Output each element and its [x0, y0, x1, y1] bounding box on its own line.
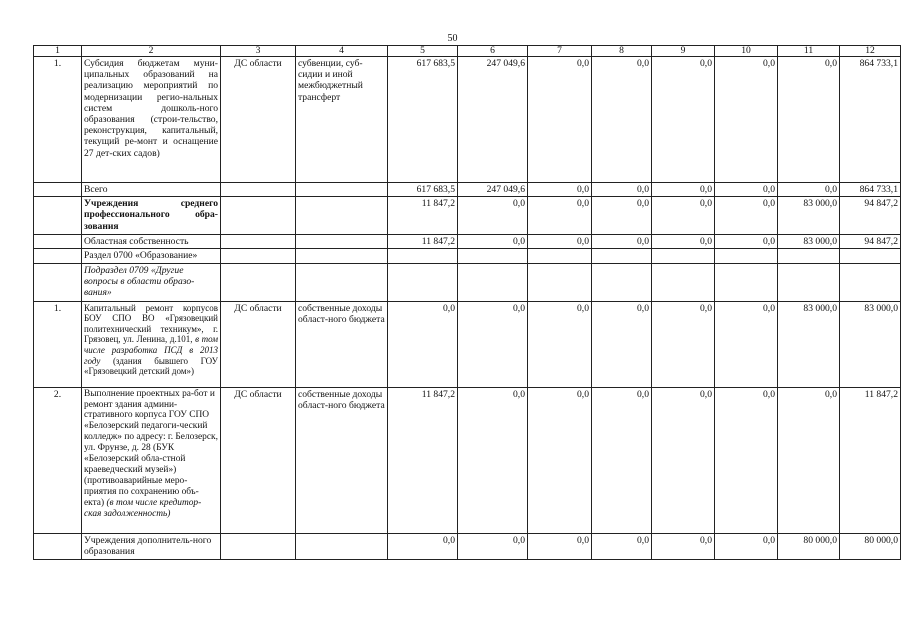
column-number: 10 [715, 46, 778, 57]
subsection-row [34, 263, 901, 301]
value-cell: 80 000,0 [778, 533, 840, 559]
value-cell: 11 847,2 [388, 235, 458, 249]
row-name: Учреждения дополнитель-ного образования [82, 533, 221, 559]
column-number: 8 [592, 46, 652, 57]
value-cell: 11 847,2 [388, 197, 458, 235]
value-cell: 94 847,2 [840, 235, 901, 249]
value-cell: 0,0 [528, 197, 592, 235]
row-name [82, 301, 221, 387]
section-row [34, 249, 901, 263]
value-cell: 864 733,1 [840, 57, 901, 183]
table-row [34, 57, 901, 183]
row-name: Областная собственность [82, 235, 221, 249]
funding-source: ДС области [221, 387, 296, 533]
funding-type [296, 235, 388, 249]
row-name-text: Выполнение проектных ра-бот и ремонт здания админи-стративного корпуса ГОУ СПО «Белозерский педагоги-ческий колледж» по адресу: г. Белозерск, ул. Фрунзе, д. 28 (БУК «Белозерский обла-стной краеведческий музей») (противоаварийные меро-приятия по сохранению объ-екта) [84, 388, 218, 508]
table-row [34, 533, 901, 559]
funding-source: ДС области [221, 301, 296, 387]
value-cell: 0,0 [528, 183, 592, 197]
value-cell: 0,0 [715, 301, 778, 387]
value-cell: 0,0 [778, 387, 840, 533]
section-title: Раздел 0700 «Образование» [82, 249, 221, 263]
value-cell: 0,0 [652, 533, 715, 559]
funding-type: собственные доходы област-ного бюджета [296, 301, 388, 387]
column-number: 9 [652, 46, 715, 57]
row-index: 1. [34, 301, 82, 387]
value-cell: 0,0 [715, 57, 778, 183]
value-cell: 247 049,6 [458, 57, 528, 183]
value-cell: 0,0 [652, 57, 715, 183]
value-cell: 0,0 [715, 235, 778, 249]
funding-type [296, 533, 388, 559]
value-cell: 0,0 [652, 183, 715, 197]
table-row [34, 183, 901, 197]
value-cell: 0,0 [715, 183, 778, 197]
value-cell: 864 733,1 [840, 183, 901, 197]
budget-table [33, 45, 901, 560]
table-row [34, 387, 901, 533]
value-cell: 0,0 [528, 387, 592, 533]
funding-type [296, 197, 388, 235]
value-cell: 0,0 [458, 387, 528, 533]
funding-source [221, 197, 296, 235]
column-number: 6 [458, 46, 528, 57]
table-row [34, 235, 901, 249]
row-index [34, 183, 82, 197]
value-cell: 0,0 [528, 235, 592, 249]
value-cell: 0,0 [528, 57, 592, 183]
value-cell: 0,0 [592, 235, 652, 249]
row-name-italic: (в том числе кредитор-ская задолженность) [84, 497, 202, 519]
row-index [34, 235, 82, 249]
value-cell: 0,0 [388, 301, 458, 387]
value-cell: 247 049,6 [458, 183, 528, 197]
funding-type: собственные доходы област-ного бюджета [296, 387, 388, 533]
value-cell: 0,0 [458, 533, 528, 559]
row-name: Всего [82, 183, 221, 197]
value-cell: 617 683,5 [388, 183, 458, 197]
value-cell: 0,0 [592, 533, 652, 559]
column-number: 5 [388, 46, 458, 57]
value-cell: 0,0 [778, 183, 840, 197]
value-cell: 0,0 [592, 387, 652, 533]
value-cell: 83 000,0 [840, 301, 901, 387]
funding-source [221, 533, 296, 559]
table-row [34, 197, 901, 235]
value-cell: 0,0 [458, 301, 528, 387]
column-number: 7 [528, 46, 592, 57]
value-cell: 0,0 [652, 235, 715, 249]
row-index [34, 533, 82, 559]
value-cell: 0,0 [652, 301, 715, 387]
value-cell: 617 683,5 [388, 57, 458, 183]
value-cell: 0,0 [528, 533, 592, 559]
value-cell: 11 847,2 [388, 387, 458, 533]
value-cell: 0,0 [388, 533, 458, 559]
row-index: 1. [34, 57, 82, 183]
value-cell: 0,0 [528, 301, 592, 387]
column-number: 4 [296, 46, 388, 57]
value-cell: 0,0 [592, 301, 652, 387]
value-cell: 0,0 [715, 197, 778, 235]
value-cell: 80 000,0 [840, 533, 901, 559]
column-number: 11 [778, 46, 840, 57]
value-cell: 0,0 [778, 57, 840, 183]
value-cell: 0,0 [592, 57, 652, 183]
value-cell: 0,0 [715, 387, 778, 533]
value-cell: 11 847,2 [840, 387, 901, 533]
row-name: Учреждения среднего профессионального обра-зования [82, 197, 221, 235]
column-number: 1 [34, 46, 82, 57]
column-number: 2 [82, 46, 221, 57]
value-cell: 83 000,0 [778, 197, 840, 235]
column-number: 3 [221, 46, 296, 57]
subsection-title: Подраздел 0709 «Другие вопросы в области образо-вания» [82, 263, 221, 301]
funding-type [296, 183, 388, 197]
value-cell: 0,0 [592, 197, 652, 235]
value-cell: 0,0 [458, 197, 528, 235]
row-name [82, 387, 221, 533]
value-cell: 0,0 [458, 235, 528, 249]
column-number-row [34, 46, 901, 57]
table-row [34, 301, 901, 387]
row-name-italic: в том числе разработка ПСД в 2013 году [84, 334, 218, 366]
funding-source [221, 183, 296, 197]
row-name-text: Капитальный ремонт корпусов БОУ СПО ВО «Грязовецкий политехнический техникум», г. Грязовец, ул. Ленина, д.101, [84, 302, 218, 345]
funding-source: ДС области [221, 57, 296, 183]
funding-source [221, 235, 296, 249]
value-cell: 83 000,0 [778, 301, 840, 387]
value-cell: 0,0 [652, 387, 715, 533]
row-index: 2. [34, 387, 82, 533]
value-cell: 0,0 [715, 533, 778, 559]
value-cell: 0,0 [592, 183, 652, 197]
funding-type: субвенции, суб-сидии и иной межбюджетный трансферт [296, 57, 388, 183]
row-index [34, 197, 82, 235]
row-name-text: (здания бывшего ГОУ «Грязовецкий детский дом») [84, 355, 218, 377]
page-number: 50 [447, 33, 458, 44]
row-name: Субсидия бюджетам муни-ципальных образований на реализацию мероприятий по модернизации регио-нальных систем дошколь-ного образования (строи-тельство, реконструкция, капитальный, текущий ре-монт и оснащение 27 дет-ских садов) [82, 57, 221, 183]
value-cell: 94 847,2 [840, 197, 901, 235]
value-cell: 0,0 [652, 197, 715, 235]
column-number: 12 [840, 46, 901, 57]
value-cell: 83 000,0 [778, 235, 840, 249]
